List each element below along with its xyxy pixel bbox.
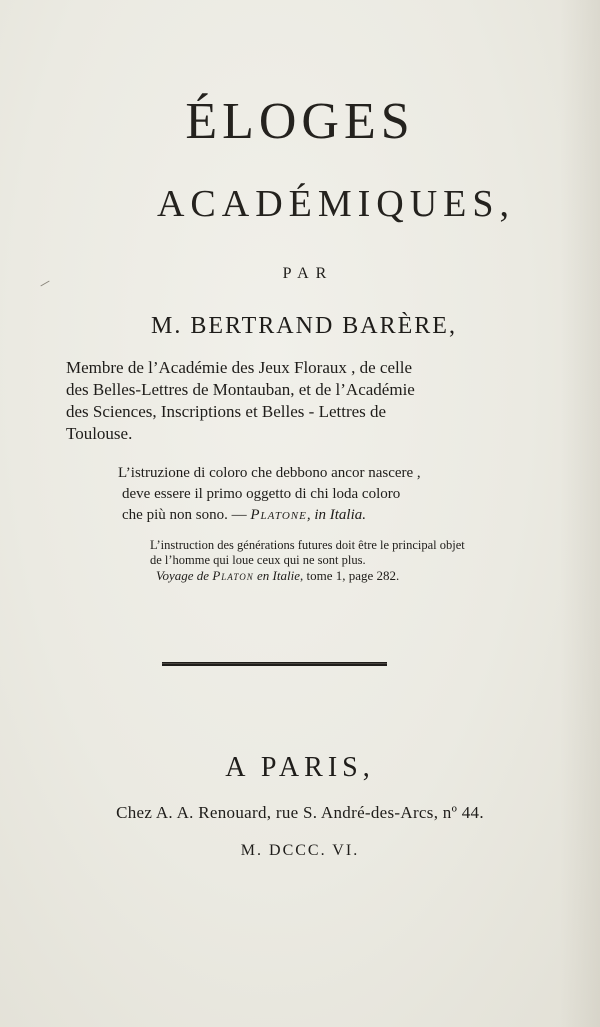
epigraph-french-line-2: de l’homme qui loue ceux qui ne sont plus. [150, 553, 366, 567]
source-work-start: Voyage de [156, 568, 210, 583]
affiliation-line-4: Toulouse. [66, 424, 133, 443]
author-affiliation [66, 357, 482, 445]
source-work-name: Platon [212, 568, 254, 583]
affiliation-line-1: Membre de l’Académie des Jeux Floraux , de celle [66, 358, 413, 377]
epigraph-french [150, 538, 490, 583]
title-line-2: ACADÉMIQUES, [156, 183, 516, 225]
author-name: M. BERTRAND BARÈRE, [151, 313, 457, 339]
epigraph-italian-author: Platone [250, 507, 307, 523]
source-reference: , tome 1, page 282. [300, 568, 400, 583]
ornamental-rule [162, 662, 387, 666]
epigraph-italian-line-3 [118, 505, 478, 526]
epigraph-italian-text: che più non sono. — [122, 507, 247, 523]
epigraph-italian-place: , in Italia. [306, 507, 367, 523]
imprint-city: A PARIS, [225, 752, 375, 783]
imprint-publisher: Chez A. A. Renouard, rue S. André-des-Arcs, nº 44. [116, 803, 484, 822]
epigraph-italian-line-1: L’istruzione di coloro che debbono ancor nascere , [118, 465, 421, 481]
epigraph-italian [118, 463, 478, 526]
byline-par: PAR [282, 265, 334, 282]
epigraph-french-line-1: L’instruction des générations futures doit être le principal objet [150, 538, 465, 552]
title-line-1: ÉLOGES [185, 93, 415, 150]
epigraph-italian-line-2: deve essere il primo oggetto di chi loda coloro [122, 486, 401, 502]
affiliation-line-3: des Sciences, Inscriptions et Belles - Lettres de [66, 402, 387, 421]
affiliation-line-2: des Belles-Lettres de Montauban, et de l’Académie [66, 380, 415, 399]
epigraph-french-source [150, 568, 490, 583]
source-work-end: en Italie [257, 568, 300, 583]
imprint-year: M. DCCC. VI. [240, 842, 360, 859]
